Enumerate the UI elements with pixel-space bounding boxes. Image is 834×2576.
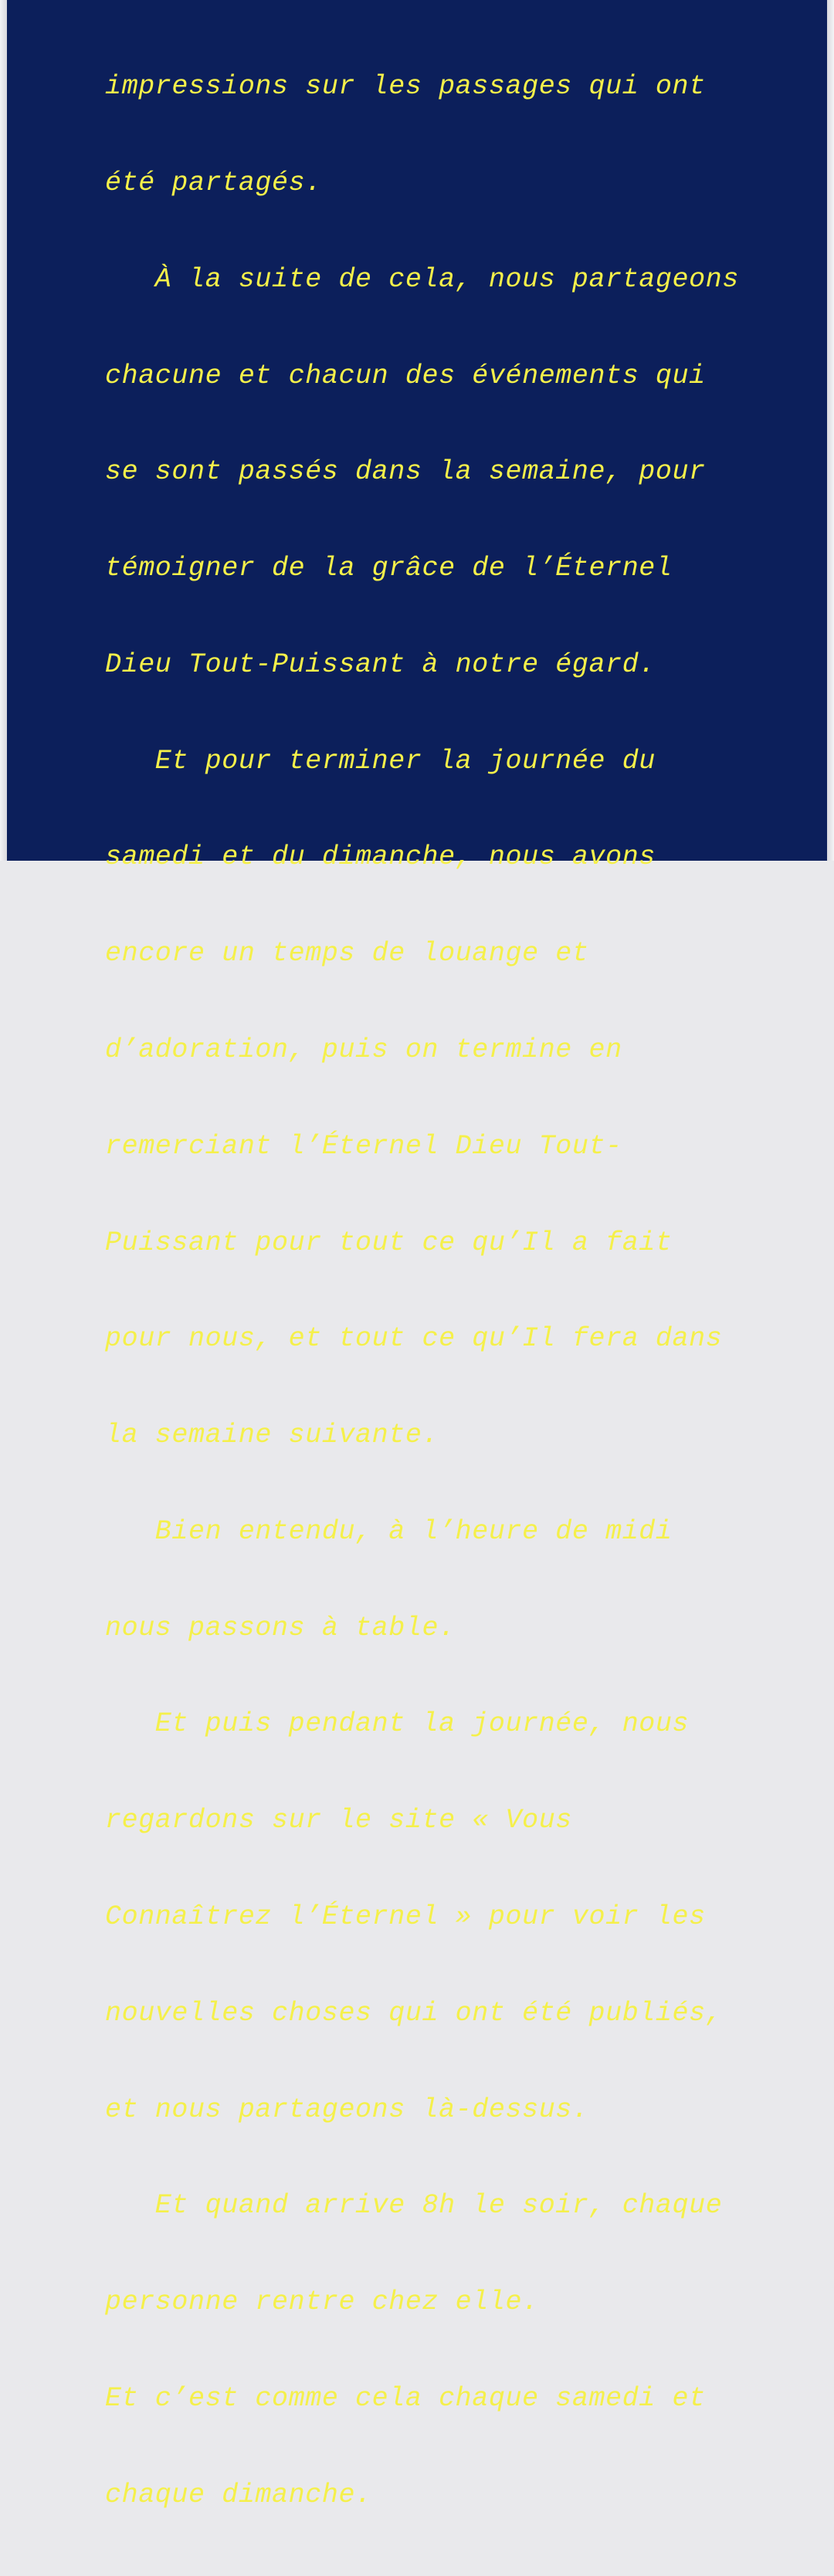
text-line: été partagés.	[105, 167, 322, 198]
text-line: À la suite de cela, nous partageons	[105, 263, 739, 295]
text-line: impressions sur les passages qui ont	[105, 71, 706, 103]
text-line: personne rentre chez elle.	[105, 2287, 539, 2318]
text-line: nous passons à table.	[105, 1612, 456, 1643]
text-line: Et c’est comme cela chaque samedi et	[105, 2382, 706, 2414]
text-line: d’adoration, puis on termine en	[105, 1034, 622, 1065]
document-page	[7, 0, 827, 2510]
text-line: chacune et chacun des événements qui	[105, 360, 706, 391]
text-line: Dieu Tout-Puissant à notre égard.	[105, 648, 656, 680]
text-line: Et quand arrive 8h le soir, chaque	[105, 2190, 723, 2222]
text-line: Bien entendu, à l’heure de midi	[105, 1515, 673, 1547]
page-right-margin	[827, 0, 834, 861]
text-line: pour nous, et tout ce qu’Il fera dans	[105, 1323, 723, 1355]
text-line: Et puis pendant la journée, nous	[105, 1708, 690, 1740]
text-line: Et pour terminer la journée du	[105, 745, 656, 777]
page-left-margin	[0, 0, 7, 861]
text-line: Connaîtrez l’Éternel » pour voir les	[105, 1901, 706, 1933]
text-line: samedi et du dimanche, nous avons	[105, 841, 656, 873]
text-line: et nous partageons là-dessus.	[105, 2094, 589, 2125]
text-line: nouvelles choses qui ont été publiés,	[105, 1997, 723, 2029]
text-line: se sont passés dans la semaine, pour	[105, 456, 706, 488]
text-line: regardons sur le site « Vous	[105, 1805, 572, 1836]
text-line: remerciant l’Éternel Dieu Tout-	[105, 1130, 622, 1162]
text-line: la semaine suivante.	[105, 1420, 439, 1451]
text-line: témoigner de la grâce de l’Éternel	[105, 553, 673, 584]
text-line: chaque dimanche.	[105, 2479, 372, 2510]
text-line: encore un temps de louange et	[105, 938, 589, 970]
document-body-text	[105, 7, 739, 2576]
text-line: Puissant pour tout ce qu’Il a fait	[105, 1227, 673, 1258]
